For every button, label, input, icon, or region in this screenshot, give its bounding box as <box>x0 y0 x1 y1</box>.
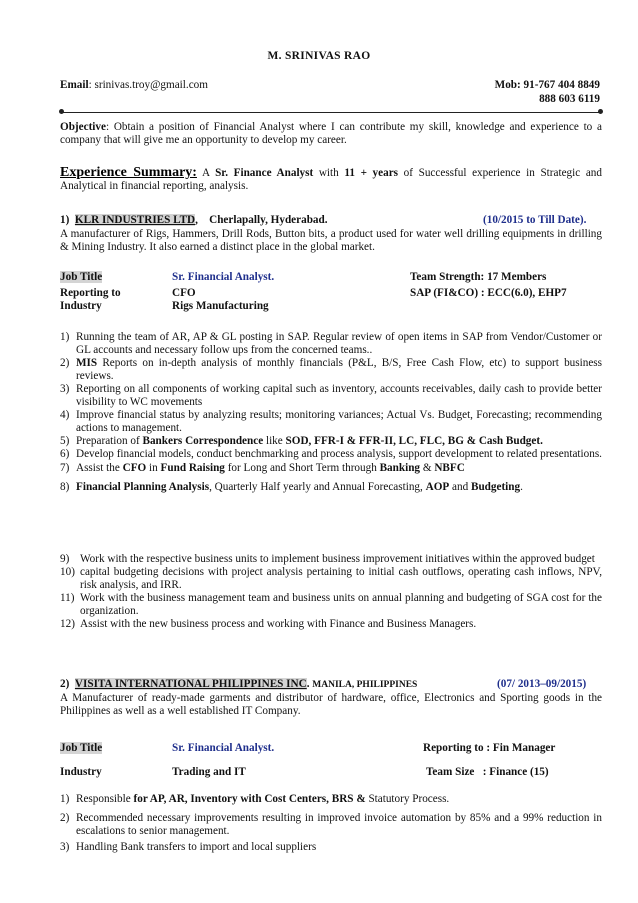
list-item-text: Develop financial models, conduct benchmarking and process analysis, support development to related presentations. <box>76 448 602 460</box>
list-item-text: MIS Reports on in-depth analysis of monthly financials (P&L, B/S, Free Cash Flow, etc) to support business reviews. <box>76 357 602 382</box>
list-item-number: 8) <box>60 481 70 493</box>
header-divider <box>62 112 600 113</box>
email-line <box>60 79 208 92</box>
list-item <box>60 462 602 475</box>
list-item <box>60 566 602 592</box>
list-item-text: Reporting on all components of working capital such as inventory, accounts receivables, daily cash to provide better visibility to WC movements <box>76 383 602 408</box>
objective-paragraph <box>60 121 602 147</box>
list-item <box>60 618 602 631</box>
job1-duties-list <box>60 331 602 494</box>
list-item <box>60 793 602 806</box>
list-item-number: 6) <box>60 448 70 460</box>
list-item-text: Preparation of Bankers Correspondence like SOD, FFR-I & FFR-II, LC, FLC, BG & Cash Budget. <box>76 435 543 447</box>
summary-role: Sr. Finance Analyst <box>215 167 314 179</box>
list-item <box>60 331 602 357</box>
list-item-text: Improve financial status by analyzing results; monitoring variances; Actual Vs. Budget, Forecasting; recommending actions to management. <box>76 409 602 434</box>
list-item-number: 3) <box>60 841 70 853</box>
objective-label: Objective <box>60 121 106 133</box>
list-item <box>60 357 602 383</box>
list-item <box>60 553 602 566</box>
job2-duties-list <box>60 793 602 854</box>
list-item-text: Running the team of AR, AP & GL posting in SAP. Regular review of open items in SAP from Vendor/Customer or GL accounts and necessary follow ups from the concerned teams.. <box>76 331 602 356</box>
job2-company: VISITA INTERNATIONAL PHILIPPINES INC <box>74 678 307 690</box>
job2-location: MANILA, PHILIPPINES <box>312 680 418 690</box>
objective-text: : Obtain a position of Financial Analyst where I can contribute my skill, knowledge and experience to a company that will give me an opportunity to develop my career. <box>60 121 602 146</box>
job1-title-value: Sr. Financial Analyst. <box>172 271 275 283</box>
job1-industry-label: Industry <box>60 300 102 312</box>
list-item-text: Financial Planning Analysis, Quarterly Half yearly and Annual Forecasting, AOP and Budgeting. <box>76 481 523 493</box>
list-item-number: 2) <box>60 357 70 369</box>
job2-title-label <box>60 742 102 755</box>
list-item-text: Assist the CFO in Fund Raising for Long and Short Term through Banking & NBFC <box>76 462 465 474</box>
list-item-text: Assist with the new business process and working with Finance and Business Managers. <box>80 618 477 630</box>
job2-title-label-text: Job Title <box>60 742 103 754</box>
job1-index: 1) <box>60 214 70 226</box>
rule-right-dot <box>598 109 603 114</box>
job2-industry-label: Industry <box>60 766 102 778</box>
list-item-number: 12) <box>60 618 75 630</box>
list-item-text: Recommended necessary improvements resulting in improved invoice automation by 85% and a 99% reduction in escalations to senior management. <box>76 812 602 837</box>
list-item-number: 1) <box>60 331 70 343</box>
list-item <box>60 592 602 618</box>
job1-duties-list-2 <box>60 553 602 631</box>
list-item-number: 1) <box>60 793 70 805</box>
job1-team-strength: Team Strength: 17 Members <box>410 271 547 283</box>
job1-description: A manufacturer of Rigs, Hammers, Drill Rods, Button bits, a product used for water well drilling equipments in drilling & Mining Industry. It also earned a distinct place in the global market. <box>60 228 602 253</box>
job2-index: 2) <box>60 678 70 690</box>
job1-industry-value: Rigs Manufacturing <box>172 300 269 312</box>
list-item-number: 3) <box>60 383 70 395</box>
email-label: Email <box>60 79 89 91</box>
list-item-number: 7) <box>60 462 70 474</box>
list-item-text: Responsible for AP, AR, Inventory with Cost Centers, BRS & Statutory Process. <box>76 793 450 805</box>
job1-heading <box>60 214 328 227</box>
mobile-line-1: Mob: 91-767 404 8849 <box>494 79 600 91</box>
job1-reporting-label: Reporting to <box>60 287 121 299</box>
list-item-text: Work with the respective business units to implement business improvement initiatives within the approved budget <box>80 553 595 565</box>
summary-years: 11 + years <box>344 167 399 179</box>
summary-text-b: with <box>313 167 345 179</box>
list-item-number: 4) <box>60 409 70 421</box>
summary-text-c: of Successful experience in Strategic and Analytical in financial reporting, analysis. <box>60 167 602 192</box>
mobile-line-2: 888 603 6119 <box>539 93 600 105</box>
job2-sep: . <box>306 678 310 690</box>
list-item-number: 2) <box>60 812 70 824</box>
job1-location: Cherlapally, Hyderabad. <box>209 214 328 226</box>
job2-reporting: Reporting to : Fin Manager <box>423 742 556 754</box>
job2-period: (07/ 2013–09/2015) <box>497 678 587 690</box>
job1-title-label <box>60 271 102 284</box>
job1-title-label-text: Job Title <box>60 271 103 283</box>
candidate-name: M. SRINIVAS RAO <box>267 50 371 62</box>
job1-sep: , <box>195 214 198 226</box>
summary-text-a: A <box>196 167 216 179</box>
list-item <box>60 841 602 854</box>
list-item <box>60 481 602 494</box>
list-item <box>60 409 602 435</box>
job2-title-value: Sr. Financial Analyst. <box>172 742 275 754</box>
job2-heading <box>60 678 417 692</box>
list-item-text: Handling Bank transfers to import and local suppliers <box>76 841 317 853</box>
email-value: : srinivas.troy@gmail.com <box>88 79 208 91</box>
list-item-number: 9) <box>60 553 70 565</box>
list-item-text: Work with the business management team and business units on annual planning and budgeting of SGA cost for the organization. <box>80 592 602 617</box>
job1-sap-version: SAP (FI&CO) : ECC(6.0), EHP7 <box>410 287 567 299</box>
list-item <box>60 812 602 838</box>
job1-reporting-value: CFO <box>172 287 196 299</box>
job2-description: A Manufacturer of ready-made garments and distributor of hardware, office, Electronics and Sporting goods in the Philippines as well as a well established IT Company. <box>60 692 602 717</box>
job1-period: (10/2015 to Till Date). <box>483 214 587 226</box>
experience-summary-heading: Experience Summary: <box>60 165 197 180</box>
list-item <box>60 435 602 448</box>
list-item-number: 5) <box>60 435 70 447</box>
list-item-number: 11) <box>60 592 75 604</box>
experience-summary <box>60 166 602 193</box>
job2-team-size: Team Size : Finance (15) <box>426 766 549 778</box>
list-item-number: 10) <box>60 566 75 578</box>
list-item <box>60 448 602 461</box>
list-item <box>60 383 602 409</box>
job1-company: KLR INDUSTRIES LTD <box>74 214 196 226</box>
list-item-text: capital budgeting decisions with project analysis pertaining to initial cash outflows, operating cash inflows, NPV, risk analysis, and IRR. <box>80 566 602 591</box>
job2-industry-value: Trading and IT <box>172 766 246 778</box>
